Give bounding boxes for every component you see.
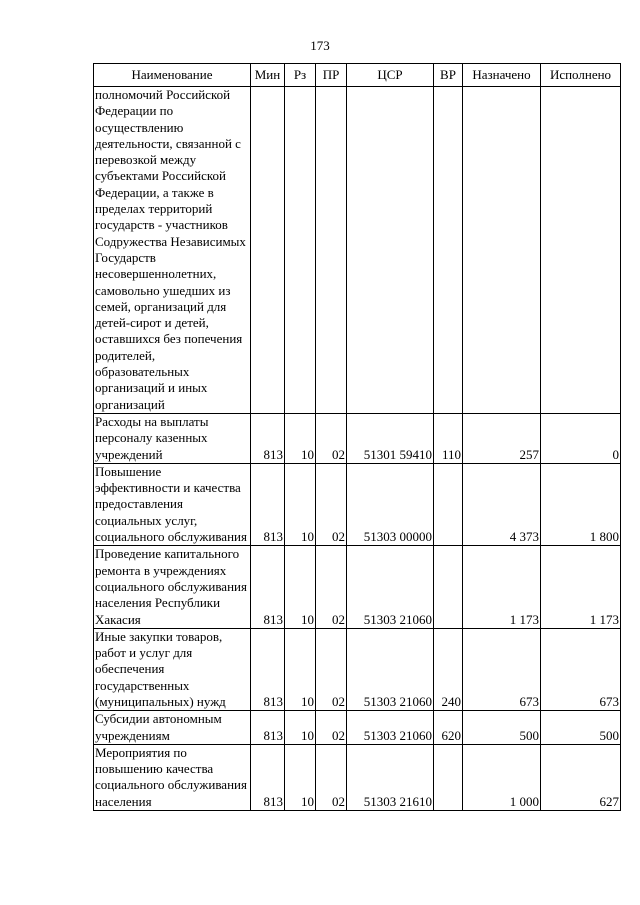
cell-pr: 02	[316, 711, 347, 745]
cell-name: Расходы на выплаты персоналу казенных учреждений	[94, 413, 251, 463]
cell-name: Мероприятия по повышению качества социального обслуживания населения	[94, 744, 251, 810]
cell-min: 813	[251, 711, 285, 745]
cell-csr	[347, 87, 434, 414]
cell-rz: 10	[285, 744, 316, 810]
cell-pr: 02	[316, 744, 347, 810]
cell-assigned: 500	[463, 711, 541, 745]
cell-executed: 1 800	[541, 463, 621, 545]
cell-assigned: 1 000	[463, 744, 541, 810]
cell-executed: 0	[541, 413, 621, 463]
cell-assigned	[463, 87, 541, 414]
cell-csr: 51303 21060	[347, 711, 434, 745]
table-row	[94, 546, 621, 628]
cell-min: 813	[251, 744, 285, 810]
cell-csr: 51301 59410	[347, 413, 434, 463]
cell-name: Проведение капитального ремонта в учреждениях социального обслуживания населения Республики Хакасия	[94, 546, 251, 628]
cell-executed: 1 173	[541, 546, 621, 628]
table-row	[94, 463, 621, 545]
cell-assigned: 4 373	[463, 463, 541, 545]
cell-rz: 10	[285, 413, 316, 463]
cell-pr	[316, 87, 347, 414]
table-row	[94, 711, 621, 745]
cell-csr: 51303 21060	[347, 628, 434, 710]
cell-rz: 10	[285, 628, 316, 710]
cell-pr: 02	[316, 628, 347, 710]
cell-pr: 02	[316, 413, 347, 463]
header-rz: Рз	[285, 64, 316, 87]
cell-rz: 10	[285, 711, 316, 745]
cell-pr: 02	[316, 546, 347, 628]
cell-vr	[434, 744, 463, 810]
cell-name: Иные закупки товаров, работ и услуг для обеспечения государственных (муниципальных) нужд	[94, 628, 251, 710]
table-row	[94, 87, 621, 414]
budget-execution-table	[93, 63, 621, 811]
cell-vr: 110	[434, 413, 463, 463]
cell-min: 813	[251, 463, 285, 545]
header-min: Мин	[251, 64, 285, 87]
cell-vr	[434, 463, 463, 545]
cell-name: Субсидии автономным учреждениям	[94, 711, 251, 745]
cell-assigned: 257	[463, 413, 541, 463]
header-csr: ЦСР	[347, 64, 434, 87]
cell-pr: 02	[316, 463, 347, 545]
cell-vr: 620	[434, 711, 463, 745]
cell-executed: 673	[541, 628, 621, 710]
table-row	[94, 413, 621, 463]
cell-rz: 10	[285, 546, 316, 628]
cell-vr	[434, 546, 463, 628]
cell-min	[251, 87, 285, 414]
cell-vr: 240	[434, 628, 463, 710]
cell-name: полномочий Российской Федерации по осуществлению деятельности, связанной с перевозкой между субъектами Российской Федерации, а также в пределах территорий государств - участников Содружества Независимых Государств несовершеннолетних, самовольно ушедших из семей, организаций для детей-сирот и детей, оставшихся без попечения родителей, образовательных организаций и иных организаций	[94, 87, 251, 414]
header-assigned: Назначено	[463, 64, 541, 87]
cell-assigned: 1 173	[463, 546, 541, 628]
header-name: Наименование	[94, 64, 251, 87]
cell-min: 813	[251, 546, 285, 628]
cell-executed: 627	[541, 744, 621, 810]
header-pr: ПР	[316, 64, 347, 87]
cell-min: 813	[251, 413, 285, 463]
cell-vr	[434, 87, 463, 414]
cell-executed	[541, 87, 621, 414]
cell-rz: 10	[285, 463, 316, 545]
page-number: 173	[310, 38, 330, 53]
table-row	[94, 628, 621, 710]
cell-executed: 500	[541, 711, 621, 745]
cell-csr: 51303 21610	[347, 744, 434, 810]
table-row	[94, 744, 621, 810]
header-vr: ВР	[434, 64, 463, 87]
table-header-row	[94, 64, 621, 87]
cell-name: Повышение эффективности и качества предоставления социальных услуг, социального обслуживания	[94, 463, 251, 545]
cell-csr: 51303 00000	[347, 463, 434, 545]
cell-min: 813	[251, 628, 285, 710]
cell-assigned: 673	[463, 628, 541, 710]
cell-csr: 51303 21060	[347, 546, 434, 628]
header-executed: Исполнено	[541, 64, 621, 87]
cell-rz	[285, 87, 316, 414]
